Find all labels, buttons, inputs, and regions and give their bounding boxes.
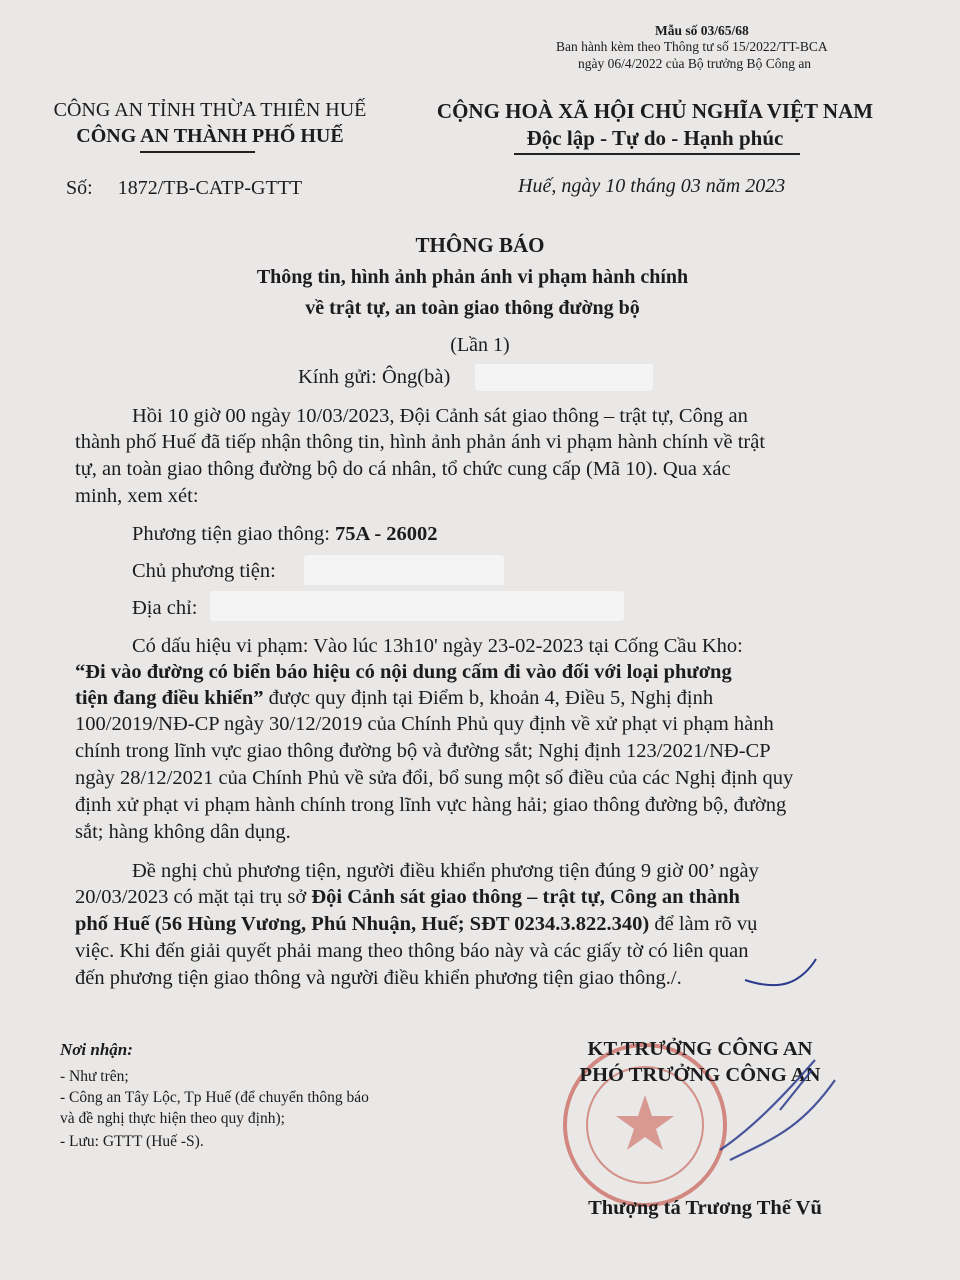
nation-motto: Độc lập - Tự do - Hạnh phúc	[526, 126, 784, 150]
notice-title: THÔNG BÁO	[415, 233, 545, 257]
signature-title-1: KT.TRƯỞNG CÔNG AN	[587, 1038, 813, 1060]
redacted-address	[210, 591, 624, 621]
request-line-4: việc. Khi đến giải quyết phải mang theo thông báo này và các giấy tờ có liên quan	[75, 940, 749, 962]
recipient-item-1: - Như trên;	[60, 1068, 129, 1085]
owner-label: Chủ phương tiện:	[132, 560, 276, 582]
addressee-label: Kính gửi: Ông(bà)	[298, 366, 451, 388]
notice-subtitle-1: Thông tin, hình ảnh phản ánh vi phạm hành chính	[256, 266, 689, 288]
notice-subtitle-2: về trật tự, an toàn giao thông đường bộ	[305, 297, 640, 319]
request-date: 20/03/2023 có mặt tại trụ sở	[75, 886, 312, 908]
request-office: Đội Cảnh sát giao thông – trật tự, Công an thành	[311, 886, 740, 908]
signer-name: Thượng tá Trương Thế Vũ	[588, 1197, 822, 1219]
notice-round: (Lần 1)	[450, 334, 510, 356]
place-date: Huế, ngày 10 tháng 03 năm 2023	[518, 175, 786, 197]
vehicle-label: Phương tiện giao thông:	[132, 523, 336, 545]
vehicle-plate: 75A - 26002	[335, 523, 438, 545]
violation-line-3	[75, 685, 713, 712]
intro-line-3: tự, an toàn giao thông đường bộ do cá nhân, tổ chức cung cấp (Mã 10). Qua xác	[75, 458, 731, 480]
request-line-1: Đề nghị chủ phương tiện, người điều khiển phương tiện đúng 9 giờ 00’ ngày	[132, 860, 759, 882]
violation-line-8: sắt; hàng không dân dụng.	[75, 821, 291, 843]
intro-line-4: minh, xem xét:	[75, 485, 199, 507]
motto-underline	[514, 153, 800, 155]
violation-line-5: chính trong lĩnh vực giao thông đường bộ và đường sắt; Nghị định 123/2021/NĐ-CP	[75, 740, 771, 762]
nation-title: CỘNG HOÀ XÃ HỘI CHỦ NGHĨA VIỆT NAM	[436, 99, 874, 123]
owner-line	[132, 558, 276, 585]
redacted-addressee	[475, 364, 653, 391]
intro-line-1: Hồi 10 giờ 00 ngày 10/03/2023, Đội Cảnh sát giao thông – trật tự, Công an	[132, 405, 748, 427]
violation-bold-tail: tiện đang điều khiển”	[75, 687, 264, 709]
form-number: Mẫu số 03/65/68	[655, 23, 749, 38]
violation-line-7: định xử phạt vi phạm hành chính trong lĩnh vực hàng hải; giao thông đường bộ, đường	[75, 794, 787, 816]
signature-title-2: PHÓ TRƯỞNG CÔNG AN	[579, 1064, 821, 1086]
form-issued-line2: ngày 06/4/2022 của Bộ trưởng Bộ Công an	[578, 56, 812, 71]
document-number-value: 1872/TB-CATP-GTTT	[117, 177, 303, 199]
request-line-3	[75, 911, 757, 938]
request-line-2	[75, 884, 740, 911]
document-number-label: Số:	[66, 177, 93, 199]
agency-name: CÔNG AN THÀNH PHỐ HUẾ	[76, 125, 344, 147]
vehicle-line	[132, 521, 438, 548]
ink-check-mark	[740, 955, 820, 990]
recipient-item-4: - Lưu: GTTT (Huế -S).	[60, 1133, 204, 1150]
recipients-label: Nơi nhận:	[60, 1040, 133, 1059]
address-label: Địa chỉ:	[132, 597, 198, 619]
request-purpose: để làm rõ vụ	[649, 913, 758, 935]
violation-line-4: 100/2019/NĐ-CP ngày 30/12/2019 của Chính Phủ quy định về xử phạt vi phạm hành	[75, 713, 774, 735]
violation-rest: được quy định tại Điểm b, khoản 4, Điều 5, Nghị định	[263, 687, 714, 709]
intro-line-2: thành phố Huế đã tiếp nhận thông tin, hình ảnh phản ánh vi phạm hành chính về trật	[75, 431, 766, 453]
recipient-item-2: - Công an Tây Lộc, Tp Huế (để chuyển thông báo	[60, 1089, 369, 1106]
redacted-owner	[304, 555, 504, 585]
request-address: phố Huế (56 Hùng Vương, Phú Nhuận, Huế; SĐT 0234.3.822.340)	[75, 913, 650, 935]
request-line-5: đến phương tiện giao thông và người điều khiển phương tiện giao thông./.	[75, 967, 682, 989]
document-number	[66, 177, 302, 200]
handwritten-signature	[580, 1040, 860, 1190]
agency-underline	[140, 151, 255, 153]
address-line	[132, 595, 197, 622]
agency-parent: CÔNG AN TỈNH THỪA THIÊN HUẾ	[53, 99, 367, 121]
violation-line-6: ngày 28/12/2021 của Chính Phủ về sửa đổi, bổ sung một số điều của các Nghị định quy	[75, 767, 794, 789]
violation-line-2: “Đi vào đường có biển báo hiệu có nội dung cấm đi vào đối với loại phương	[75, 661, 732, 683]
form-issued-line1: Ban hành kèm theo Thông tư số 15/2022/TT-BCA	[556, 39, 828, 54]
violation-line-1: Có dấu hiệu vi phạm: Vào lúc 13h10' ngày 23-02-2023 tại Cống Cầu Kho:	[132, 635, 743, 657]
recipient-item-3: và đề nghị thực hiện theo quy định);	[60, 1110, 285, 1127]
